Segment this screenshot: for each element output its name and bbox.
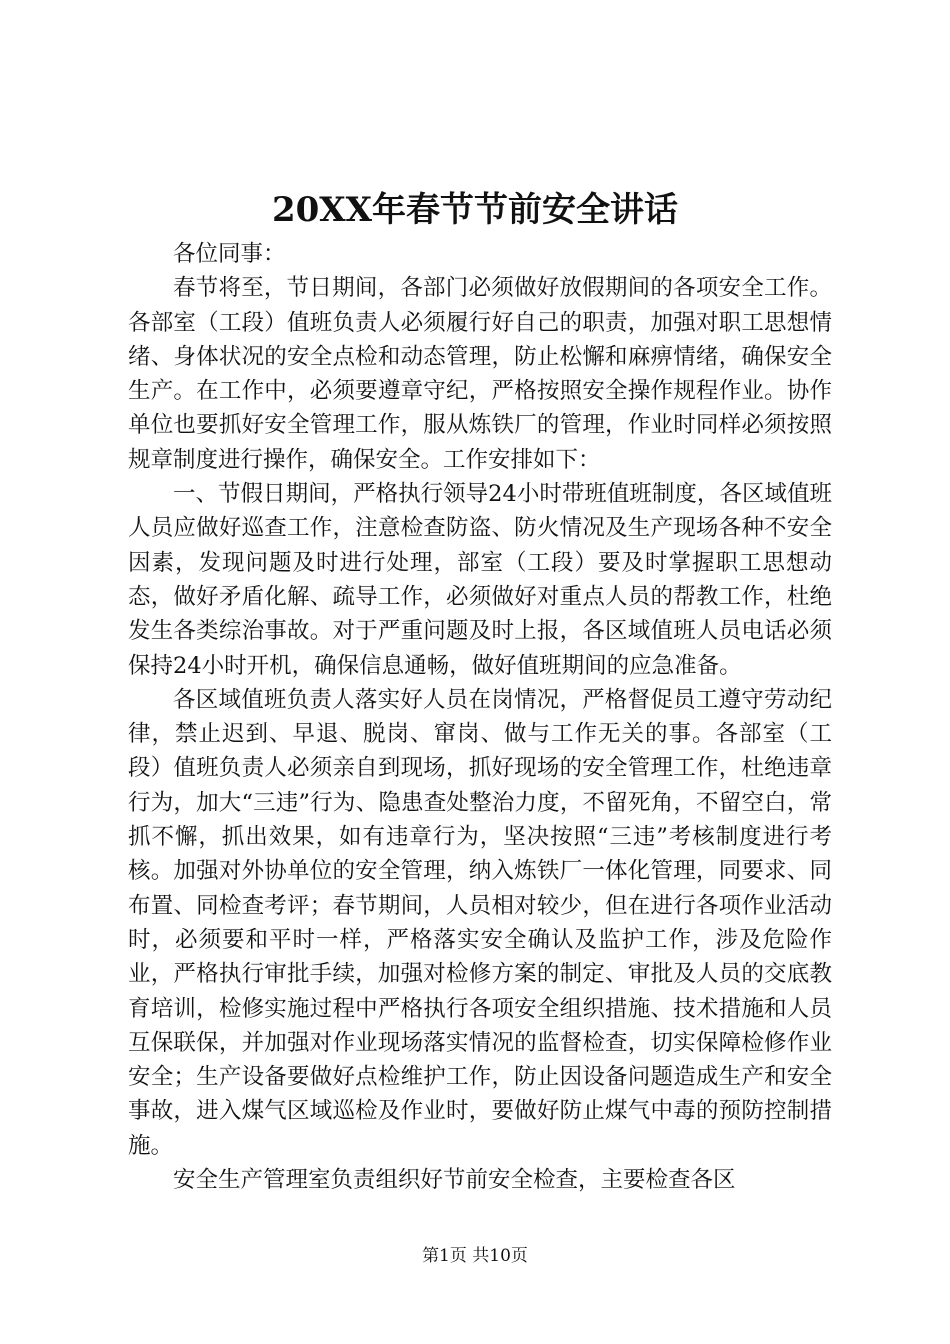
page-footer: 第1页 共10页 [422, 1246, 528, 1266]
paragraph-intro: 春节将至，节日期间，各部门必须做好放假期间的各项安全工作。各部室（工段）值班负责人必须履行好自己的职责，加强对职工思想情绪、身体状况的安全点检和动态管理，防止松懈和麻痹情绪，确保安全生产。在工作中，必须要遵章守纪，严格按照安全操作规程作业。协作单位也要抓好安全管理工作，服从炼铁厂的管理，作业时同样必须按照规章制度进行操作，确保安全。工作安排如下： [128, 275, 832, 473]
document-body [128, 237, 832, 1197]
salutation: 各位同事： [173, 241, 286, 267]
paragraph-duty-system: 一、节假日期间，严格执行领导24小时带班值班制度，各区域值班人员应做好巡查工作，注意检查防盗、防火情况及生产现场各种不安全因素，发现问题及时进行处理，部室（工段）要及时掌握职工思想动态，做好矛盾化解、疏导工作，必须做好对重点人员的帮教工作，杜绝发生各类综治事故。对于严重问题及时上报，各区域值班人员电话必须保持24小时开机，确保信息通畅，做好值班期间的应急准备。 [128, 481, 832, 679]
paragraph-on-duty-discipline: 各区域值班负责人落实好人员在岗情况，严格督促员工遵守劳动纪律，禁止迟到、早退、脱岗、窜岗、做与工作无关的事。各部室（工段）值班负责人必须亲自到现场，抓好现场的安全管理工作，杜绝违章行为，加大“三违”行为、隐患查处整治力度，不留死角，不留空白，常抓不懈，抓出效果，如有违章行为，坚决按照“三违”考核制度进行考核。加强对外协单位的安全管理，纳入炼铁厂一体化管理，同要求、同布置、同检查考评；春节期间，人员相对较少，但在进行各项作业活动时，必须要和平时一样，严格落实安全确认及监护工作，涉及危险作业，严格执行审批手续，加强对检修方案的制定、审批及人员的交底教育培训，检修实施过程中严格执行各项安全组织措施、技术措施和人员互保联保，并加强对作业现场落实情况的监督检查，切实保障检修作业安全；生产设备要做好点检维护工作，防止因设备问题造成生产和安全事故，进入煤气区域巡检及作业时，要做好防止煤气中毒的预防控制措施。 [128, 686, 832, 1159]
paragraph-safety-inspection: 安全生产管理室负责组织好节前安全检查，主要检查各区 [173, 1167, 736, 1194]
page-title: 20XX年春节节前安全讲话 [271, 190, 679, 230]
